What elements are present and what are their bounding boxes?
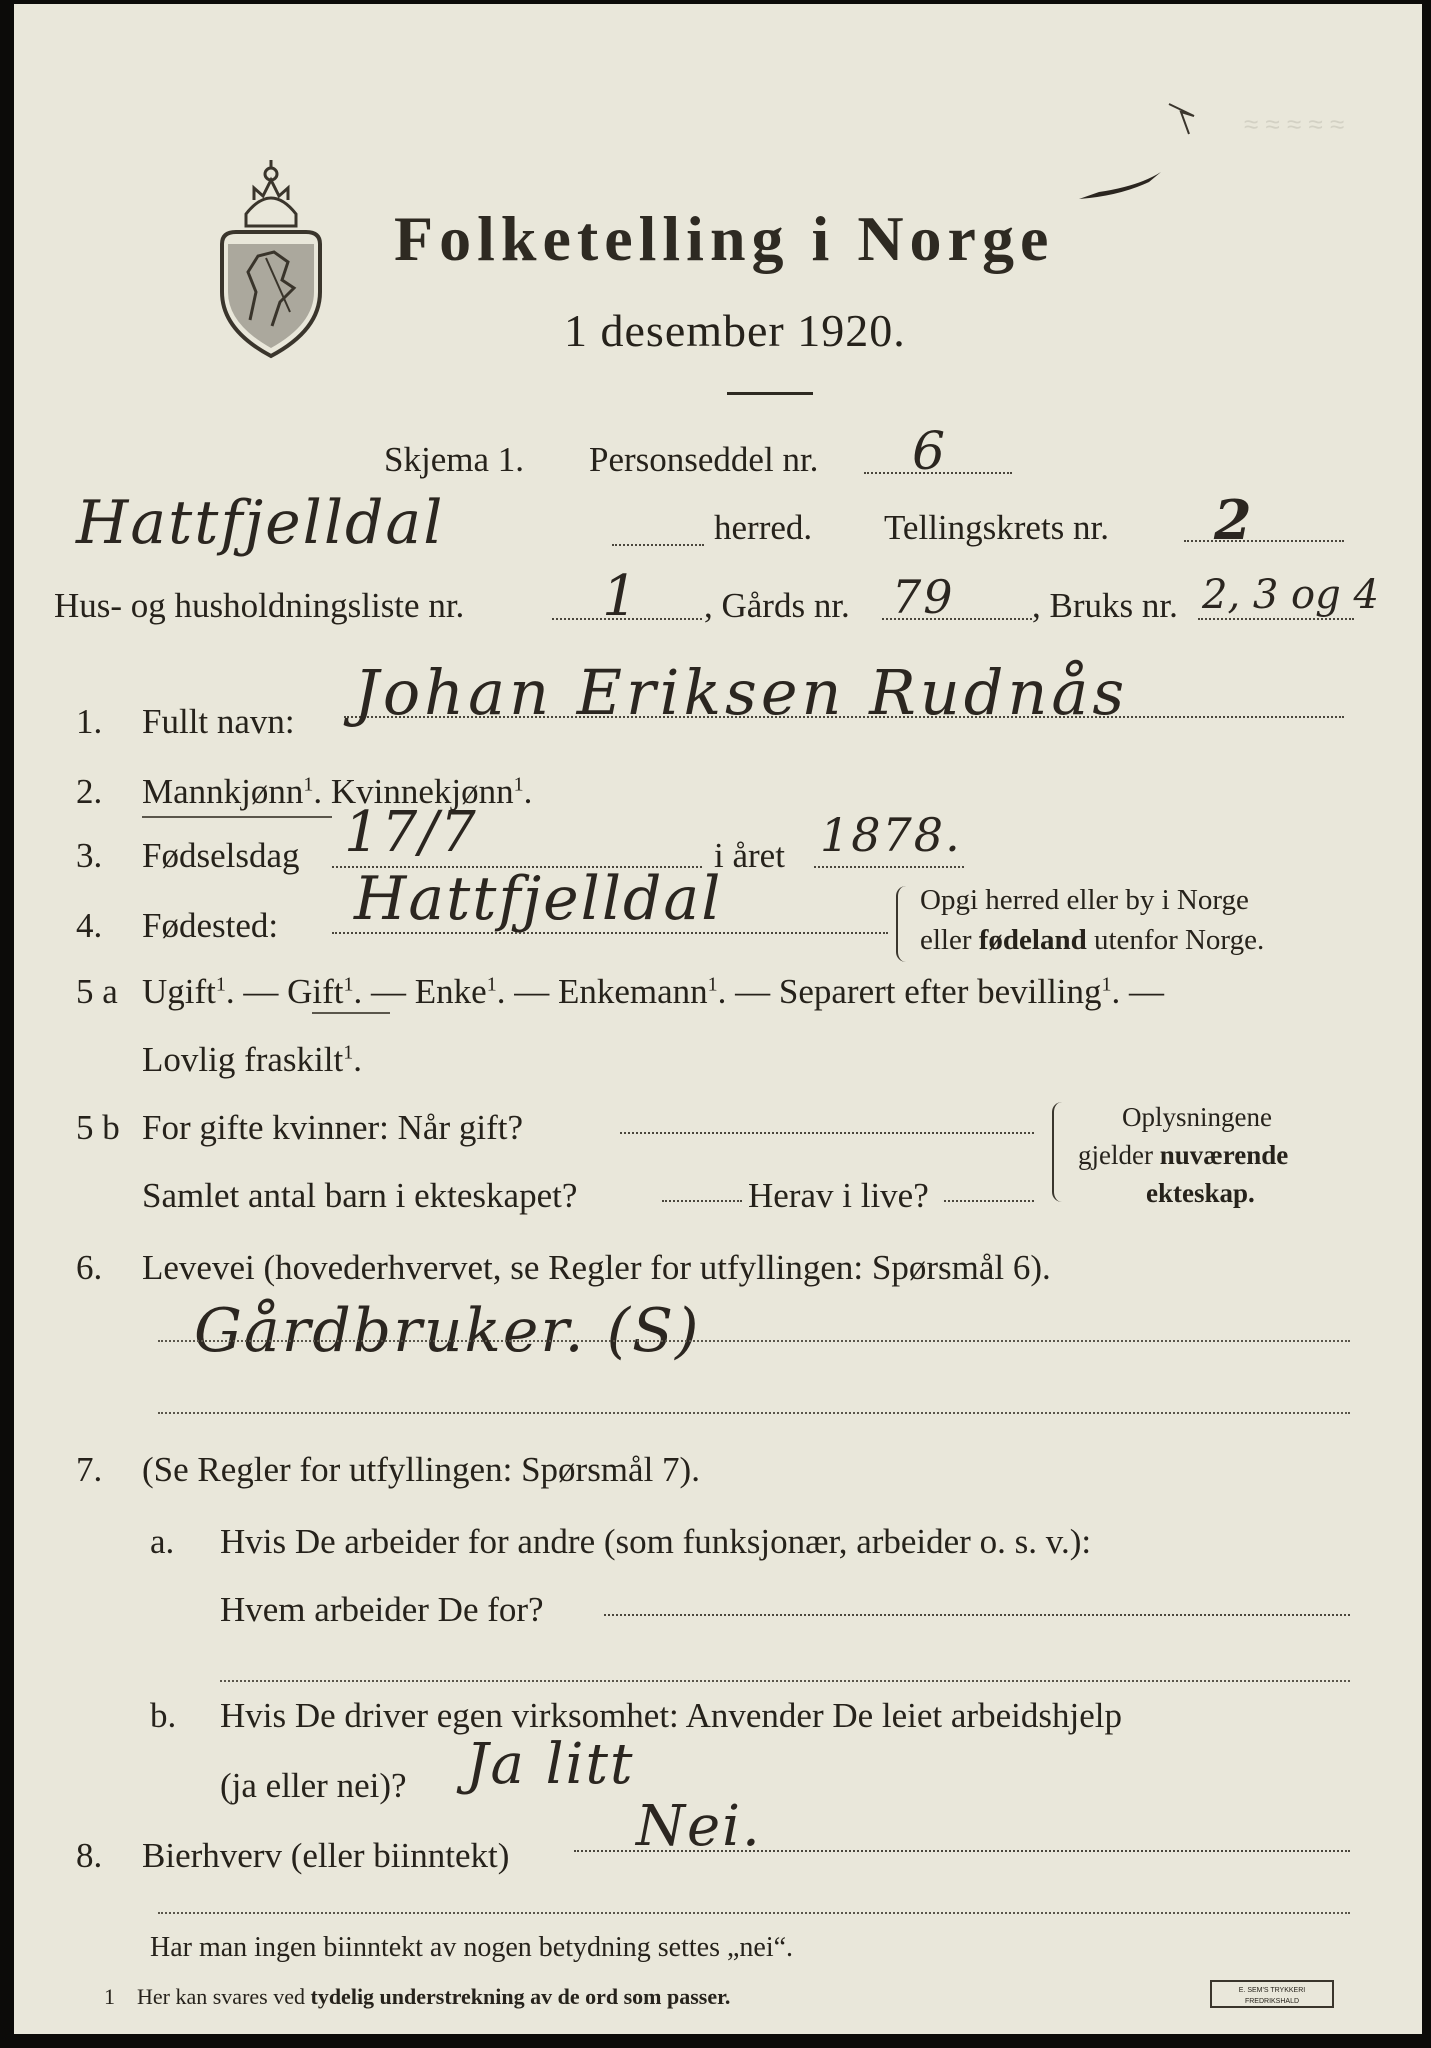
tellingskrets-dots [1184, 540, 1344, 542]
sex-female-option: Kvinnekjønn [330, 772, 514, 811]
q7a-line-1: Hvis De arbeider for andre (som funksjonær, arbeider o. s. v.): [220, 1522, 1092, 1561]
skjema-label: Skjema 1. [384, 440, 524, 479]
q1-number: 1. [76, 702, 103, 741]
occupation-value: Gårdbruker. (S) [194, 1296, 701, 1366]
q8-label: Bierhverv (eller biinntekt) [142, 1836, 510, 1875]
full-name-value: Johan Eriksen Rudnås [354, 656, 1129, 729]
q3-year-label: i året [714, 836, 785, 875]
q5b-dots [620, 1132, 1034, 1134]
herred-value: Hattfjelldal [76, 488, 445, 558]
q8-value: Nei. [636, 1794, 762, 1859]
q4-note-1: Opgi herred eller by i Norge [920, 884, 1249, 916]
q5b-note-3: ekteskap. [1146, 1178, 1255, 1208]
q2-options: Mannkjønn$^1$. Kvinnekjønn$^1$. [142, 772, 533, 811]
q4-label: Fødested: [142, 906, 279, 945]
q6-line-1 [158, 1340, 1350, 1342]
gift-underline [312, 1012, 390, 1014]
q7a-letter: a. [150, 1522, 175, 1561]
q5b-barn-label: Samlet antal barn i ekteskapet? [142, 1176, 578, 1215]
q6-label: Levevei (hovederhvervet, se Regler for utfyllingen: Spørsmål 6). [142, 1248, 1051, 1287]
enkemann-option: Enkemann [557, 972, 708, 1011]
q6-line-2 [158, 1412, 1350, 1414]
q5b-label: For gifte kvinner: Når gift? [142, 1108, 524, 1147]
ugift-option: Ugift [142, 972, 216, 1011]
husliste-value: 1 [602, 564, 640, 629]
q1-label: Fullt navn: [142, 702, 295, 741]
q7b-line-1: Hvis De driver egen virksomhet: Anvender De leiet arbeidshjelp [220, 1696, 1122, 1735]
q5b-number: 5 b [76, 1108, 120, 1147]
coat-of-arms-icon [210, 152, 332, 360]
male-underline [142, 816, 332, 818]
birthday-value: 17/7 [344, 800, 478, 865]
bleed-through-text: ≈ ≈ ≈ ≈ ≈ [1244, 109, 1345, 139]
q5b-barn-dots [662, 1200, 742, 1202]
q5a-number: 5 a [76, 972, 118, 1011]
q5b-note-1: Oplysningene [1122, 1102, 1272, 1132]
birthplace-value: Hattfjelldal [354, 864, 723, 934]
sex-male-option: Mannkjønn [142, 772, 304, 811]
bruks-label: , Bruks nr. [1032, 586, 1178, 625]
q8-number: 8. [76, 1836, 103, 1875]
bruks-value: 2, 3 og 4 [1202, 572, 1379, 618]
q3-number: 3. [76, 836, 103, 875]
gards-value: 79 [892, 570, 955, 624]
printer-stamp: E. SEM'S TRYKKERI FREDRIKSHALD [1210, 1980, 1334, 2008]
title-divider [727, 392, 813, 395]
page-title: Folketelling i Norge [394, 203, 1055, 274]
enke-option: Enke [414, 972, 487, 1011]
q7a-dots [604, 1614, 1350, 1616]
gards-label: , Gårds nr. [704, 586, 850, 625]
marital-status-options: Ugift$^1$. — Gift$^1$. — Enke$^1$. — Enkemann$^1$. — Separert efter bevilling$^1$. — [142, 972, 1165, 1011]
herred-label: herred. [714, 508, 813, 547]
fraskilt-option: Lovlig fraskilt$^1$. [142, 1040, 362, 1079]
q7a-line-extra [220, 1680, 1350, 1682]
ink-mark-icon [1069, 94, 1209, 214]
q6-number: 6. [76, 1248, 103, 1287]
census-date: 1 desember 1920. [564, 305, 906, 356]
q3-year-dots [814, 866, 964, 868]
gift-option: Gift [287, 972, 344, 1011]
q7a-line-2: Hvem arbeider De for? [220, 1590, 544, 1629]
q4-note-2: eller fødeland utenfor Norge. [920, 924, 1265, 956]
herred-dots [612, 544, 704, 546]
footer-note: Har man ingen biinntekt av nogen betydning settes „nei“. [150, 1932, 794, 1963]
q3-label: Fødselsdag [142, 836, 300, 875]
q4-brace [896, 886, 906, 962]
q7b-value: Ja litt [466, 1732, 635, 1797]
separert-option: Separert efter bevilling [778, 972, 1102, 1011]
tellingskrets-label: Tellingskrets nr. [884, 508, 1110, 547]
q2-number: 2. [76, 772, 103, 811]
q8-line-extra [158, 1912, 1350, 1914]
q5b-live-dots [944, 1200, 1034, 1202]
q4-number: 4. [76, 906, 103, 945]
q7b-line-2: (ja eller nei)? [220, 1766, 407, 1805]
footnote: 1 Her kan svares ved tydelig understrekning av de ord som passer. [104, 1984, 731, 2009]
husliste-label: Hus- og husholdningsliste nr. [54, 586, 465, 625]
q5b-brace [1052, 1102, 1064, 1202]
census-form-page [14, 4, 1422, 2034]
personseddel-label: Personseddel nr. [589, 440, 819, 479]
q7-label: (Se Regler for utfyllingen: Spørsmål 7). [142, 1450, 700, 1489]
birth-year-value: 1878. [820, 808, 962, 862]
personseddel-value: 6 [912, 422, 948, 482]
q7b-letter: b. [150, 1696, 177, 1735]
q5b-note-2: gjelder nuværende [1078, 1140, 1289, 1170]
q7-number: 7. [76, 1450, 103, 1489]
q5b-live-label: Herav i live? [748, 1176, 929, 1215]
bruks-dots [1198, 618, 1354, 620]
tellingskrets-value: 2 [1214, 488, 1254, 552]
